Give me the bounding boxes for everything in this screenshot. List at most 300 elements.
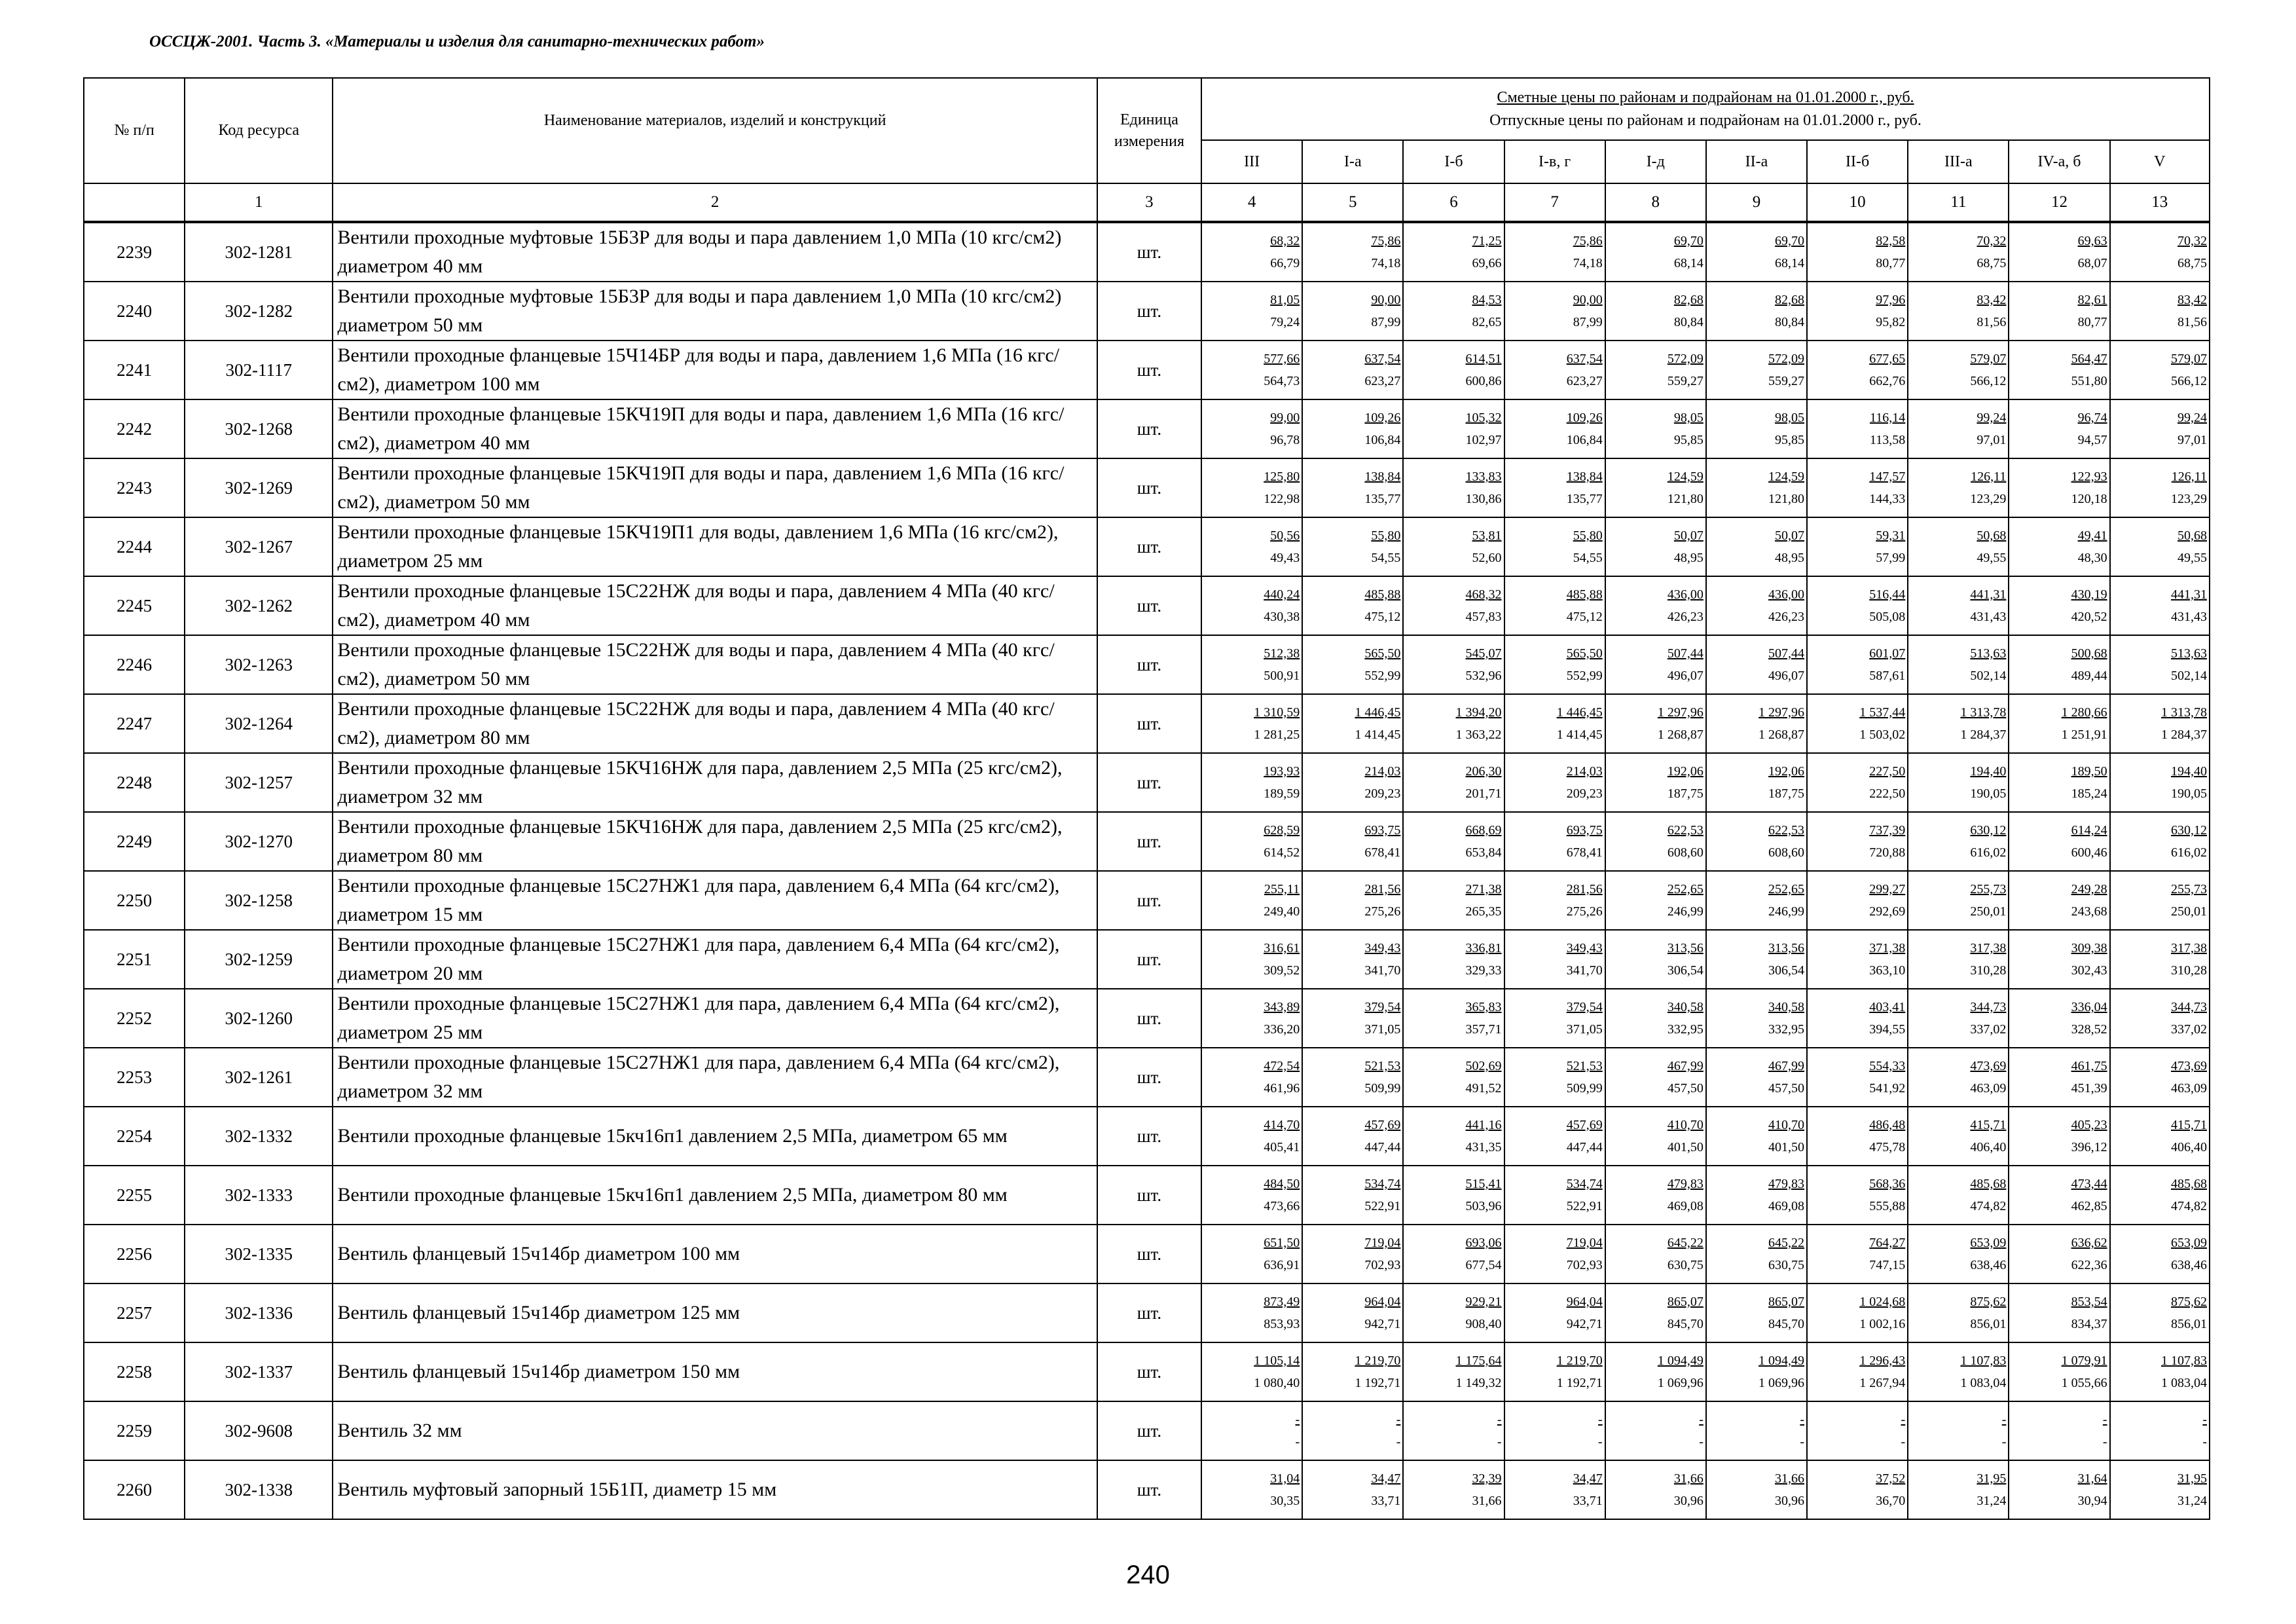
unit: шт. [1097,635,1201,694]
estimate-price: 344,73 [1970,1000,2007,1014]
table-row [84,1107,2210,1166]
price-cell [1807,1342,1908,1401]
release-price: 1 002,16 [1859,1317,1906,1331]
release-price: 246,99 [1667,904,1704,919]
table-row [84,1283,2210,1342]
running-head: ОССЦЖ-2001. Часть 3. «Материалы и изделия для санитарно-технических работ» [149,33,765,50]
release-price: 405,41 [1264,1140,1300,1154]
price-cell [1807,1401,1908,1460]
release-price: 275,26 [1566,904,1603,919]
price-cell [2110,1460,2210,1519]
price-cell [1908,1107,2009,1166]
price-cell [1302,1225,1403,1283]
release-price: 500,91 [1264,669,1300,683]
price-cell [1807,812,1908,871]
price-cell [1302,635,1403,694]
price-cell [2110,399,2210,458]
price-cell [1504,517,1605,576]
estimate-price: 1 219,70 [1556,1354,1603,1368]
price-cell [1302,989,1403,1048]
row-number: 2242 [84,399,185,458]
price-cell [1908,1048,2009,1107]
price-cell [1908,635,2009,694]
price-cell [1403,753,1504,812]
estimate-price: 340,58 [1768,1000,1805,1014]
estimate-price: 84,53 [1472,293,1502,307]
release-price: 185,24 [2071,786,2107,801]
estimate-price: 194,40 [2171,764,2207,779]
estimate-price: 31,66 [1673,1471,1704,1486]
release-price: 1 149,32 [1455,1376,1502,1390]
price-cell [1201,399,1302,458]
estimate-price: 719,04 [1566,1236,1603,1250]
header-region: I-в, г [1504,140,1605,183]
header-price-release: Отпускные цены по районам и подрайонам на 01.01.2000 г., руб. [1489,111,1922,129]
release-price: 475,78 [1869,1140,1906,1154]
price-cell [1302,576,1403,635]
resource-code: 302-1270 [185,812,333,871]
estimate-price: 309,38 [2071,941,2107,955]
release-price: 522,91 [1364,1199,1401,1213]
price-cell [1504,1166,1605,1225]
header-name: Наименование материалов, изделий и конструкций [333,78,1097,183]
price-cell [2009,341,2109,399]
price-cell [1706,1283,1807,1342]
estimate-price: - [1497,1412,1502,1427]
estimate-price: 193,93 [1264,764,1300,779]
release-price: 908,40 [1465,1317,1502,1331]
estimate-price: 457,69 [1364,1118,1401,1132]
price-cell [1403,694,1504,753]
price-cell [1706,1166,1807,1225]
release-price: 68,14 [1673,256,1704,270]
price-cell [1504,1048,1605,1107]
price-cell [1504,282,1605,341]
release-price: 502,14 [2171,669,2207,683]
price-cell [1201,1283,1302,1342]
row-number: 2257 [84,1283,185,1342]
header-region: I-а [1302,140,1403,183]
release-price: 243,68 [2071,904,2107,919]
row-number: 2243 [84,458,185,517]
estimate-price: 1 175,64 [1455,1354,1502,1368]
price-cell [1605,458,1706,517]
estimate-price: 31,64 [2077,1471,2107,1486]
estimate-price: 379,54 [1566,1000,1603,1014]
item-name: Вентили проходные фланцевые 15С27НЖ1 для пара, давлением 6,4 МПа (64 кгс/см2), диаметром 20 мм [333,930,1097,989]
price-cell [1403,871,1504,930]
price-cell [2009,1048,2109,1107]
page-number: 240 [1126,1560,1170,1589]
price-cell [1302,812,1403,871]
estimate-price: 441,31 [2171,587,2207,602]
release-price: 209,23 [1364,786,1401,801]
release-price: 87,99 [1371,315,1401,329]
estimate-price: 1 094,49 [1657,1354,1704,1368]
resource-code: 302-1335 [185,1225,333,1283]
price-cell [1908,341,2009,399]
estimate-price: 1 107,83 [1960,1354,2007,1368]
release-price: 341,70 [1566,963,1603,978]
estimate-price: 317,38 [1970,941,2007,955]
release-price: 74,18 [1371,256,1401,270]
release-price: 275,26 [1364,904,1401,919]
price-cell [1201,341,1302,399]
price-cell [1706,341,1807,399]
estimate-price: 99,24 [1977,411,2007,425]
release-price: 69,66 [1472,256,1502,270]
release-price: 1 414,45 [1355,728,1401,742]
release-price: 406,40 [2171,1140,2207,1154]
estimate-price: 440,24 [1264,587,1300,602]
price-cell [1403,458,1504,517]
price-cell [2110,1342,2210,1401]
estimate-price: 336,81 [1465,941,1502,955]
price-cell [1403,399,1504,458]
release-price: 608,60 [1667,845,1704,860]
price-cell [1403,341,1504,399]
price-cell [2009,871,2109,930]
release-price: 66,79 [1270,256,1300,270]
release-price: 475,12 [1364,610,1401,624]
estimate-price: 69,63 [2077,234,2107,248]
estimate-price: 405,23 [2071,1118,2107,1132]
row-number: 2245 [84,576,185,635]
price-cell [1403,1460,1504,1519]
estimate-price: 99,00 [1270,411,1300,425]
estimate-price: 467,99 [1768,1059,1805,1073]
estimate-price: 349,43 [1566,941,1603,955]
price-cell [1605,1225,1706,1283]
price-cell [1908,1225,2009,1283]
price-cell [1706,871,1807,930]
release-price: - [2202,1435,2207,1449]
release-price: 457,50 [1667,1081,1704,1096]
price-cell [1605,517,1706,576]
header-region: III [1201,140,1302,183]
estimate-price: - [2202,1412,2207,1427]
estimate-price: 601,07 [1869,646,1906,661]
unit: шт. [1097,1460,1201,1519]
price-cell [1504,222,1605,282]
release-price: 541,92 [1869,1081,1906,1096]
release-price: 623,27 [1566,374,1603,388]
release-price: 106,84 [1364,433,1401,447]
column-number: 2 [333,183,1097,222]
release-price: 54,55 [1371,551,1401,565]
column-number: 13 [2110,183,2210,222]
estimate-price: 430,19 [2071,587,2107,602]
release-price: 616,02 [1970,845,2007,860]
estimate-price: 69,70 [1775,234,1805,248]
release-price: 328,52 [2071,1022,2107,1037]
release-price: 845,70 [1768,1317,1805,1331]
release-price: 96,78 [1270,433,1300,447]
price-cell [1403,576,1504,635]
row-number: 2260 [84,1460,185,1519]
estimate-price: 1 219,70 [1355,1354,1401,1368]
resource-code: 302-1260 [185,989,333,1048]
price-cell [1605,222,1706,282]
release-price: 552,99 [1566,669,1603,683]
estimate-price: 1 446,45 [1556,705,1603,720]
estimate-price: 614,51 [1465,352,1502,366]
price-cell [1807,1460,1908,1519]
price-cell [2009,399,2109,458]
release-price: - [2001,1435,2007,1449]
price-cell [2009,1460,2109,1519]
estimate-price: 513,63 [1970,646,2007,661]
release-price: 457,50 [1768,1081,1805,1096]
estimate-price: 572,09 [1667,352,1704,366]
price-cell [1605,1401,1706,1460]
resource-code: 302-1267 [185,517,333,576]
price-cell [2009,222,2109,282]
price-cell [1403,1225,1504,1283]
release-price: 834,37 [2071,1317,2107,1331]
release-price: 187,75 [1768,786,1805,801]
estimate-price: 271,38 [1465,882,1502,896]
table-row [84,1342,2210,1401]
price-cell [2110,576,2210,635]
estimate-price: 317,38 [2171,941,2207,955]
estimate-price: 1 094,49 [1758,1354,1805,1368]
price-cell [2009,1342,2109,1401]
item-name: Вентили проходные фланцевые 15КЧ19П для воды и пара, давлением 1,6 МПа (16 кгс/см2), диаметром 50 мм [333,458,1097,517]
release-price: 371,05 [1364,1022,1401,1037]
header-region: V [2110,140,2210,183]
estimate-price: 109,26 [1566,411,1603,425]
release-price: 52,60 [1472,551,1502,565]
estimate-price: 628,59 [1264,823,1300,838]
estimate-price: 565,50 [1364,646,1401,661]
estimate-price: 873,49 [1264,1295,1300,1309]
release-price: 250,01 [2171,904,2207,919]
estimate-price: 125,80 [1264,470,1300,484]
price-cell [1302,517,1403,576]
release-price: 496,07 [1768,669,1805,683]
estimate-price: 1 280,66 [2061,705,2107,720]
price-cell [2110,222,2210,282]
release-price: 48,95 [1775,551,1805,565]
release-price: 502,14 [1970,669,2007,683]
price-cell [1605,635,1706,694]
row-number: 2246 [84,635,185,694]
price-cell [1201,1342,1302,1401]
price-cell [1807,753,1908,812]
release-price: 187,75 [1667,786,1704,801]
release-price: 469,08 [1768,1199,1805,1213]
price-cell [1504,753,1605,812]
column-number: 4 [1201,183,1302,222]
release-price: 80,77 [2077,315,2107,329]
estimate-price: 1 537,44 [1859,705,1906,720]
price-cell [1807,635,1908,694]
release-price: 532,96 [1465,669,1502,683]
price-cell [1302,871,1403,930]
estimate-price: 485,68 [2171,1177,2207,1191]
price-cell [1605,1166,1706,1225]
price-cell [1201,989,1302,1048]
release-price: 246,99 [1768,904,1805,919]
estimate-price: 50,68 [1977,528,2007,543]
price-cell [1706,399,1807,458]
release-price: - [1901,1435,1906,1449]
row-number: 2244 [84,517,185,576]
price-cell [1605,694,1706,753]
resource-code: 302-9608 [185,1401,333,1460]
row-number: 2250 [84,871,185,930]
header-unit: Единица измерения [1097,78,1201,183]
price-cell [1504,635,1605,694]
estimate-price: 653,09 [1970,1236,2007,1250]
release-price: 209,23 [1566,786,1603,801]
price-cell [1403,812,1504,871]
estimate-price: 138,84 [1566,470,1603,484]
price-cell [1706,989,1807,1048]
estimate-price: 252,65 [1768,882,1805,896]
release-price: 394,55 [1869,1022,1906,1037]
estimate-price: 97,96 [1876,293,1906,307]
estimate-price: 122,93 [2071,470,2107,484]
price-cell [1302,1460,1403,1519]
price-cell [1302,753,1403,812]
item-name: Вентиль фланцевый 15ч14бр диаметром 100 мм [333,1225,1097,1283]
release-price: 120,18 [2071,492,2107,506]
price-cell [2009,1107,2109,1166]
release-price: 306,54 [1667,963,1704,978]
release-price: 249,40 [1264,904,1300,919]
estimate-price: 255,73 [2171,882,2207,896]
estimate-price: 764,27 [1869,1236,1906,1250]
release-price: 68,14 [1775,256,1805,270]
column-number-blank [84,183,185,222]
unit: шт. [1097,1107,1201,1166]
estimate-price: 486,48 [1869,1118,1906,1132]
item-name: Вентили проходные фланцевые 15КЧ16НЖ для пара, давлением 2,5 МПа (25 кгс/см2), диаметром 32 мм [333,753,1097,812]
estimate-price: 340,58 [1667,1000,1704,1014]
estimate-price: 126,11 [2171,470,2207,484]
price-cell [1908,812,2009,871]
estimate-price: 637,54 [1364,352,1401,366]
release-price: 30,94 [2077,1494,2107,1508]
table-row [84,282,2210,341]
release-price: 555,88 [1869,1199,1906,1213]
price-cell [1504,1460,1605,1519]
price-cell [1504,812,1605,871]
estimate-price: 343,89 [1264,1000,1300,1014]
estimate-price: 479,83 [1768,1177,1805,1191]
table-row [84,222,2210,282]
estimate-price: 365,83 [1465,1000,1502,1014]
estimate-price: 68,32 [1270,234,1300,248]
estimate-price: 34,47 [1573,1471,1603,1486]
estimate-price: 313,56 [1768,941,1805,955]
estimate-price: 636,62 [2071,1236,2107,1250]
release-price: 33,71 [1371,1494,1401,1508]
unit: шт. [1097,458,1201,517]
item-name: Вентиль фланцевый 15ч14бр диаметром 125 мм [333,1283,1097,1342]
column-number: 7 [1504,183,1605,222]
price-cell [1605,871,1706,930]
release-price: 94,57 [2077,433,2107,447]
header-region: IV-а, б [2009,140,2109,183]
price-cell [1201,1107,1302,1166]
item-name: Вентили проходные фланцевые 15КЧ19П1 для воды, давлением 1,6 МПа (16 кгс/см2), диаметром 25 мм [333,517,1097,576]
estimate-price: 1 313,78 [2161,705,2207,720]
estimate-price: 500,68 [2071,646,2107,661]
price-cell [1201,812,1302,871]
unit: шт. [1097,694,1201,753]
price-cell [1706,635,1807,694]
release-price: 95,82 [1876,315,1906,329]
price-cell [2009,1225,2109,1283]
release-price: 447,44 [1566,1140,1603,1154]
estimate-price: 410,70 [1768,1118,1805,1132]
estimate-price: 507,44 [1667,646,1704,661]
release-price: 678,41 [1566,845,1603,860]
price-cell [2009,458,2109,517]
estimate-price: 50,07 [1673,528,1704,543]
item-name: Вентили проходные фланцевые 15С22НЖ для воды и пара, давлением 4 МПа (40 кгс/см2), диаметром 50 мм [333,635,1097,694]
price-cell [2110,871,2210,930]
estimate-price: 90,00 [1371,293,1401,307]
estimate-price: 70,32 [1977,234,2007,248]
release-price: 747,15 [1869,1258,1906,1272]
release-price: 431,43 [2171,610,2207,624]
estimate-price: 83,42 [1977,293,2007,307]
price-cell [1908,930,2009,989]
price-cell [1908,1166,2009,1225]
release-price: 341,70 [1364,963,1401,978]
estimate-price: 485,88 [1566,587,1603,602]
unit: шт. [1097,1048,1201,1107]
release-price: 426,23 [1667,610,1704,624]
release-price: 302,43 [2071,963,2107,978]
estimate-price: 630,12 [1970,823,2007,838]
header-region: I-б [1403,140,1504,183]
price-cell [1403,517,1504,576]
estimate-price: 1 310,59 [1254,705,1300,720]
release-price: 616,02 [2171,845,2207,860]
estimate-price: 281,56 [1566,882,1603,896]
resource-code: 302-1264 [185,694,333,753]
release-price: 509,99 [1566,1081,1603,1096]
release-price: 337,02 [1970,1022,2007,1037]
table-row [84,871,2210,930]
price-cell [1908,458,2009,517]
price-cell [1807,282,1908,341]
estimate-price: 645,22 [1667,1236,1704,1250]
release-price: 720,88 [1869,845,1906,860]
price-cell [1807,871,1908,930]
price-cell [1908,1283,2009,1342]
release-price: 80,84 [1775,315,1805,329]
price-cell [1403,1283,1504,1342]
estimate-price: 403,41 [1869,1000,1906,1014]
estimate-price: - [1800,1412,1805,1427]
estimate-price: 677,65 [1869,352,1906,366]
estimate-price: 637,54 [1566,352,1603,366]
estimate-price: 521,53 [1566,1059,1603,1073]
table-row [84,753,2210,812]
price-table [83,77,2210,1520]
price-cell [1605,341,1706,399]
release-price: 81,56 [1977,315,2007,329]
price-cell [1807,930,1908,989]
estimate-price: 50,07 [1775,528,1805,543]
estimate-price: 473,69 [1970,1059,2007,1073]
